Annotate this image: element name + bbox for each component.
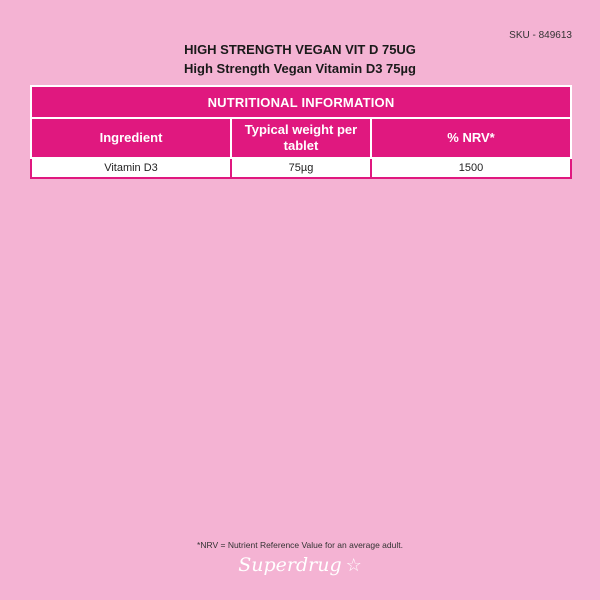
column-header-ingredient bbox=[31, 118, 231, 158]
table-row bbox=[31, 158, 571, 178]
column-header-weight-label: Typical weight per tablet bbox=[244, 122, 358, 153]
product-title-name: High Strength Vegan Vitamin D3 75µg bbox=[184, 61, 416, 76]
column-header-ingredient-label: Ingredient bbox=[99, 130, 163, 145]
cell-weight: 75µg bbox=[231, 158, 371, 178]
brand-logo bbox=[0, 554, 600, 576]
sku-label: SKU - 849613 bbox=[509, 30, 572, 41]
column-header-nrv bbox=[371, 118, 571, 158]
product-title-code: HIGH STRENGTH VEGAN VIT D 75UG bbox=[184, 42, 416, 57]
brand-name: Superdrug bbox=[238, 554, 342, 576]
cell-nrv: 1500 bbox=[371, 158, 571, 178]
nutrition-table-title: NUTRITIONAL INFORMATION bbox=[31, 86, 571, 118]
product-title bbox=[0, 40, 600, 78]
column-header-weight bbox=[231, 118, 371, 158]
column-header-nrv-label: % NRV* bbox=[447, 130, 495, 145]
nutrition-table-header-row bbox=[31, 118, 571, 158]
nutrition-table-wrapper bbox=[30, 85, 570, 179]
nrv-footnote: *NRV = Nutrient Reference Value for an average adult. bbox=[197, 540, 403, 550]
star-icon: ☆ bbox=[345, 555, 362, 576]
nutrition-table bbox=[30, 85, 572, 179]
cell-ingredient: Vitamin D3 bbox=[31, 158, 231, 178]
